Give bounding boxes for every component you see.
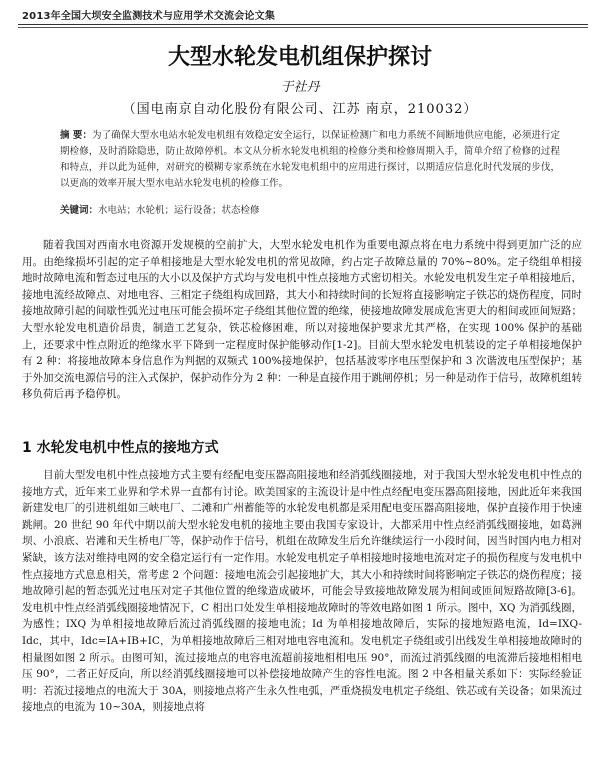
abstract-label: 摘 要： bbox=[60, 130, 93, 141]
running-header: 2013年全国大坝安全监测技术与应用学术交流会论文集 bbox=[22, 11, 276, 22]
paper-title: 大型水轮发电机组保护探讨 bbox=[167, 45, 432, 70]
header-rule bbox=[18, 24, 588, 25]
author-name: 于社丹 bbox=[280, 80, 320, 95]
section-heading: 1 水轮发电机中性点的接地方式 bbox=[22, 440, 219, 456]
abstract bbox=[60, 128, 560, 192]
author-affiliation: （国电南京自动化股份有限公司、江苏 南京，210032） bbox=[122, 102, 478, 117]
abstract-text: 为了确保大型水电站水轮发电机组有效稳定安全运行，以保证检测广和电力系统不间断地供应电能，必须进行定期检修，及时消除隐患，防止故障停机。本文从分析水轮发电机组的检修分类和检修周期入手，简单介绍了检修的过程和特点，并以此为延伸，对研究的模糊专家系统在水轮发电机组中的应用进行探讨，以期适应信息化时代发展的步伐，以更高的效率开展大型水电站水轮发电机的检修工作。 bbox=[60, 130, 560, 189]
keywords-text: 水电站；水轮机；运行设备；状态检修 bbox=[98, 205, 260, 216]
keywords bbox=[60, 203, 560, 219]
header-rule-thin bbox=[18, 27, 588, 28]
body-paragraph-section-1: 目前大型发电机中性点接地方式主要有经配电变压器高阻接地和经消弧线圈接地，对于我国大型水轮发电机中性点的接地方式，近年来工业界和学术界一直都有讨论。欧美国家的主流设计是中性点经配电变压器高阻接地，因此近年来我国新建发电厂的引进机组如三峡电厂、二滩和广州蓄能等的水轮发电机都是采用配电变压器高阻接地，保护直接作用于快速跳闸。20 世纪 90 年代中期以前大型水轮发电机的接地主要由我国专家设计，大都采用中性点经消弧线圈接地，如葛洲坝、小浪底、岩滩和天生桥电厂等，保护动作于信号，机组在故障发生后允许继续运行一小段时间，因当时国内电力相对紧缺，该方法对维持电网的安全稳定运行有一定作用。水轮发电机定子单相接地时接地电流对定子的损伤程度与发电机中性点接地方式息息相关，常考虑 2 个问题：接地电流会引起接地扩大，其大小和持续时间将影响定子铁芯的烧伤程度；接地故障引起的暂态弧光过电压对定子其他位置的绝缘造成破坏，可能会导致接地故障发展为相间或匝间短路故障[3-6]。发电机中性点经消弧线圈接地情况下，C 相出口处发生单相接地故障时的等效电路如图 1 所示。图中，XQ 为消弧线圈，为感性；IXQ 为单相接地故障后流过消弧线圈的接地电流；Id 为单相接地故障后，实际的接地短路电流，Id=IXQ-Idc，其中，Idc=IA+IB+IC，为单相接地故障后三相对地电容电流和。发电机定子绕组或引出线发生单相接地故障时的相量图如图 2 所示。由图可知，流过接地点的电容电流超前接地相相电压 90°，而流过消弧线圈的电流滞后接地相相电压 90°，二者正好反向，所以经消弧线圈接地可以补偿接地故障产生的容性电流。图 2 中各相量关系如下：实际经验证明：若流过接地点的电流大于 30A，则接地点将产生永久性电弧，严重烧损发电机定子绕组、铁芯或有关设备；如果流过接地点的电流为 10~30A，则接地点将 bbox=[22, 469, 582, 714]
keywords-label: 关键词： bbox=[60, 205, 99, 216]
body-paragraph-intro: 随着我国对西南水电资源开发规模的空前扩大，大型水轮发电机作为重要电源点将在电力系统中得到更加广泛的应用。由绝缘损坏引起的定子单相接地是大型水轮发电机的常见故障，约占定子故障总量的 70%~80%。定子绕组单相接地时故障电流和暂态过电压的大小以及保护方式均与发电机中性点接地方式密切相关。水轮发电机发生定子单相接地后，接地电流经故障点、对地电容、三相定子绕组构成回路，其大小和持续时间的长短将直接影响定子铁芯的烧伤程度，同时接地故障引起的间歇性弧光过电压可能会损坏定子绕组其他位置的绝缘，使接地故障发展成危害更大的相间或匝间短路；大型水轮发电机造价昂贵，制造工艺复杂，铁芯检修困难，所以对接地保护要求尤其严格，在实现 100% 保护的基础上，还要求中性点附近的绝缘水平下降到一定程度时保护能够动作[1-2]。目前大型水轮发电机装设的定子单相接地保护有 2 种：将接地故障本身信息作为判据的双频式 100%接地保护，包括基波零序电压型保护和 3 次谐波电压型保护；基于外加交流电源信号的注入式保护，保护动作分为 2 种：一种是直接作用于跳闸停机；另一种是动作于信号，故障机组转移负荷后再予稳停机。 bbox=[22, 239, 582, 401]
